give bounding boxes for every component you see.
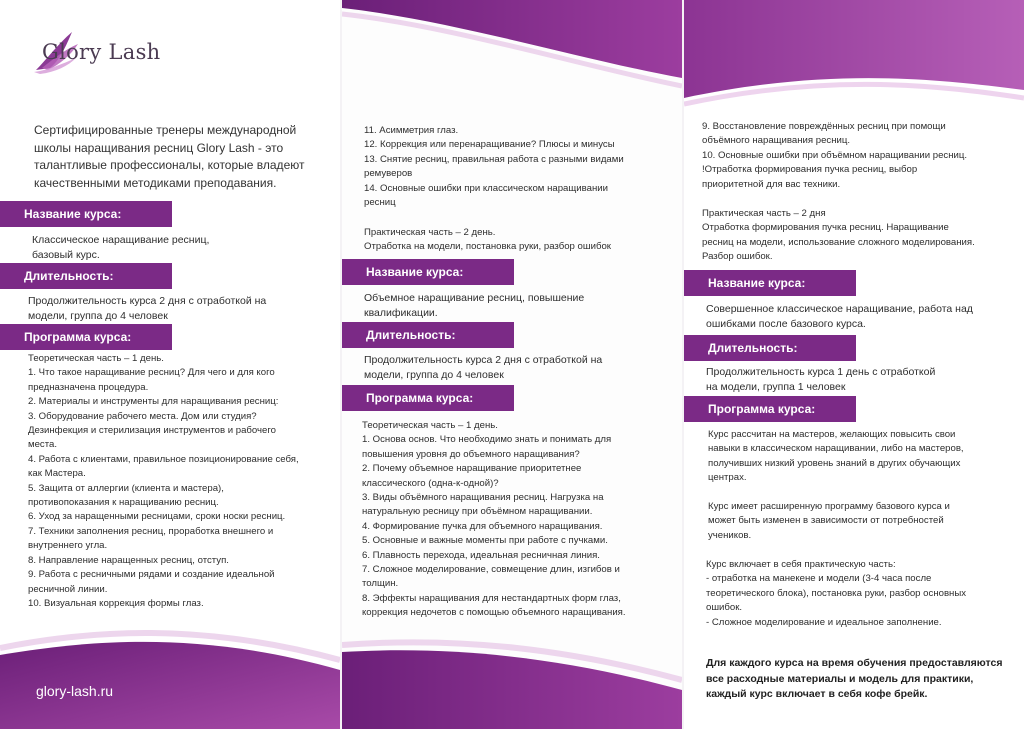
panel-middle (342, 0, 682, 729)
list-item: 13. Снятие ресниц, правильная работа с разными видами (364, 153, 624, 165)
list-item: ресниц на модели, использование сложного моделирования. (702, 236, 975, 248)
list-item: 6. Уход за наращенными ресницами, сроки носки ресниц. (28, 511, 286, 523)
program-paragraph-1: Курс рассчитан на мастеров, желающих повысить свои навыки в классическом наращивании, либо на мастеров, получивших низкий уровень знаний в других обучающих центрах. (708, 429, 964, 484)
list-item: 2. Материалы и инструменты для наращивания ресниц: (28, 396, 279, 408)
list-item: 10. Визуальная коррекция формы глаз. (28, 597, 204, 609)
list-item: - отработка на манекене и модели (3-4 часа после (706, 573, 932, 585)
list-item: 5. Защита от аллергии (клиента и мастера), (28, 482, 224, 494)
list-item: 1. Что такое наращивание ресниц? Для чего и для кого (28, 367, 275, 379)
list-item: 9. Работа с ресничными рядами и создание идеальной (28, 569, 275, 581)
program-heading-3 (684, 396, 856, 422)
list-item: !Отработка формирования пучка ресниц, выбор (702, 164, 918, 176)
course-name-heading-2 (342, 259, 514, 285)
list-item: 10. Основные ошибки при объёмном наращивании ресниц. (702, 149, 968, 161)
program-heading-2 (342, 385, 514, 411)
list-item: внутреннего угла. (28, 540, 108, 552)
list-item: ошибок. (706, 602, 743, 614)
heading-label: Длительность: (708, 341, 798, 355)
heading-label: Название курса: (708, 276, 806, 290)
list-item: Отработка формирования пучка ресниц. Наращивание (702, 222, 949, 234)
program-paragraph-2: Курс имеет расширенную программу базового курса и может быть изменен в зависимости от потребностей учеников. (708, 501, 950, 541)
list-item: 9. Восстановление повреждённых ресниц при помощи (702, 121, 946, 132)
brand-name: Glory Lash (42, 40, 161, 64)
list-item: - Сложное моделирование и идеальное заполнение. (706, 616, 942, 628)
program-list-1 (28, 352, 328, 611)
list-item: приоритетной для вас техники. (702, 178, 841, 190)
duration-heading-3 (684, 335, 856, 361)
list-item: толщин. (362, 578, 399, 590)
program-heading-1 (0, 324, 172, 350)
program-paragraph-3 (706, 558, 1006, 630)
list-item: повышения уровня до объемного наращивания? (362, 448, 580, 460)
heading-label: Название курса: (366, 265, 464, 279)
list-item: противопоказания к наращиванию ресниц. (28, 497, 219, 509)
list-item: Практическая часть – 2 дня (702, 208, 826, 219)
intro-text: Сертифицированные тренеры международной школы наращивания ресниц Glory Lash - это талантливые профессионалы, которые владеют качественными методиками преподавания. (34, 123, 305, 190)
practice-text-2 (364, 226, 664, 255)
list-item: 14. Основные ошибки при классическом наращивании (364, 182, 608, 194)
course-name-2: Объемное наращивание ресниц, повышение квалификации. (364, 292, 585, 319)
website-link[interactable]: glory-lash.ru (36, 683, 114, 699)
list-item: Теоретическая часть – 1 день. (28, 353, 164, 364)
list-item: 8. Направление наращенных ресниц, отступ. (28, 554, 229, 566)
list-item: 3. Оборудование рабочего места. Дом или студия? (28, 410, 257, 422)
course-name-heading-1 (0, 201, 172, 227)
course-name-1: Классическое наращивание ресниц, базовый курс. (32, 234, 210, 261)
list-item: Теоретическая часть – 1 день. (362, 420, 498, 431)
continuation-list-2 (364, 124, 664, 210)
list-item: 4. Формирование пучка для объемного наращивания. (362, 520, 603, 532)
list-item: Разбор ошибок. (702, 251, 773, 263)
list-item: Отработка на модели, постановка руки, разбор ошибок (364, 241, 611, 253)
list-item: 8. Эффекты наращивания для нестандартных форм глаз, (362, 592, 621, 604)
list-item: как Мастера. (28, 468, 86, 480)
list-item: 1. Основа основ. Что необходимо знать и понимать для (362, 434, 612, 446)
duration-1: Продолжительность курса 2 дня с отработкой на модели, группа до 4 человек (28, 295, 267, 322)
duration-heading-2 (342, 322, 514, 348)
list-item: Дезинфекция и стерилизация инструментов и рабочего (28, 425, 277, 437)
list-item: объёмного наращивания ресниц. (702, 135, 851, 147)
list-item: 11. Асимметрия глаз. (364, 125, 459, 136)
list-item: 7. Техники заполнения ресниц, проработка внешнего и (28, 525, 274, 537)
list-item: 4. Работа с клиентами, правильное позиционирование себя, (28, 453, 299, 465)
list-item: 6. Плавность перехода, идеальная ресничная линия. (362, 549, 600, 561)
duration-3: Продолжительность курса 1 день с отработкой на модели, группа 1 человек (706, 366, 936, 393)
list-item: 7. Сложное моделирование, совмещение длин, изгибов и (362, 564, 620, 576)
list-item: ремуверов (364, 168, 413, 180)
duration-2: Продолжительность курса 2 дня с отработкой на модели, группа до 4 человек (364, 354, 603, 381)
list-item: ресничной линии. (28, 583, 108, 595)
list-item: 12. Коррекция или перенаращивание? Плюсы и минусы (364, 139, 615, 151)
list-item: классического (одна-к-одной)? (362, 477, 499, 489)
course-name-heading-3 (684, 270, 856, 296)
list-item: 2. Почему объемное наращивание приоритетнее (362, 463, 582, 475)
heading-label: Программа курса: (24, 330, 132, 344)
list-item: 3. Виды объёмного наращивания ресниц. Нагрузка на (362, 492, 604, 504)
duration-heading-1 (0, 263, 172, 289)
heading-label: Длительность: (24, 269, 114, 283)
list-item: ресниц (364, 197, 396, 209)
panel-left (0, 0, 340, 729)
course-name-3: Совершенное классическое наращивание, работа над ошибками после базового курса. (706, 303, 973, 330)
heading-label: Программа курса: (366, 391, 474, 405)
list-item: коррекция недочетов с помощью объемного наращивания. (362, 607, 626, 619)
list-item: места. (28, 439, 58, 451)
list-item: Практическая часть – 2 день. (364, 227, 496, 238)
continuation-list-3 (702, 120, 1012, 192)
list-item: 5. Основные и важные моменты при работе с пучками. (362, 535, 608, 547)
list-item: предназначена процедура. (28, 381, 149, 393)
panel-right (684, 0, 1024, 729)
heading-label: Программа курса: (708, 402, 816, 416)
important-note: Для каждого курса на время обучения предоставляются все расходные материалы и модель для практики, каждый курс включает в себя кофе брейк. (706, 657, 1003, 700)
list-item: натуральную ресницу при объёмном наращивании. (362, 506, 593, 518)
program-list-2 (362, 419, 672, 621)
heading-label: Длительность: (366, 328, 456, 342)
list-item: теоретического блока), постановка руки, разбор основных (706, 587, 967, 599)
practice-text-3 (702, 207, 1012, 265)
list-item: Курс включает в себя практическую часть: (706, 559, 896, 570)
heading-label: Название курса: (24, 207, 122, 221)
